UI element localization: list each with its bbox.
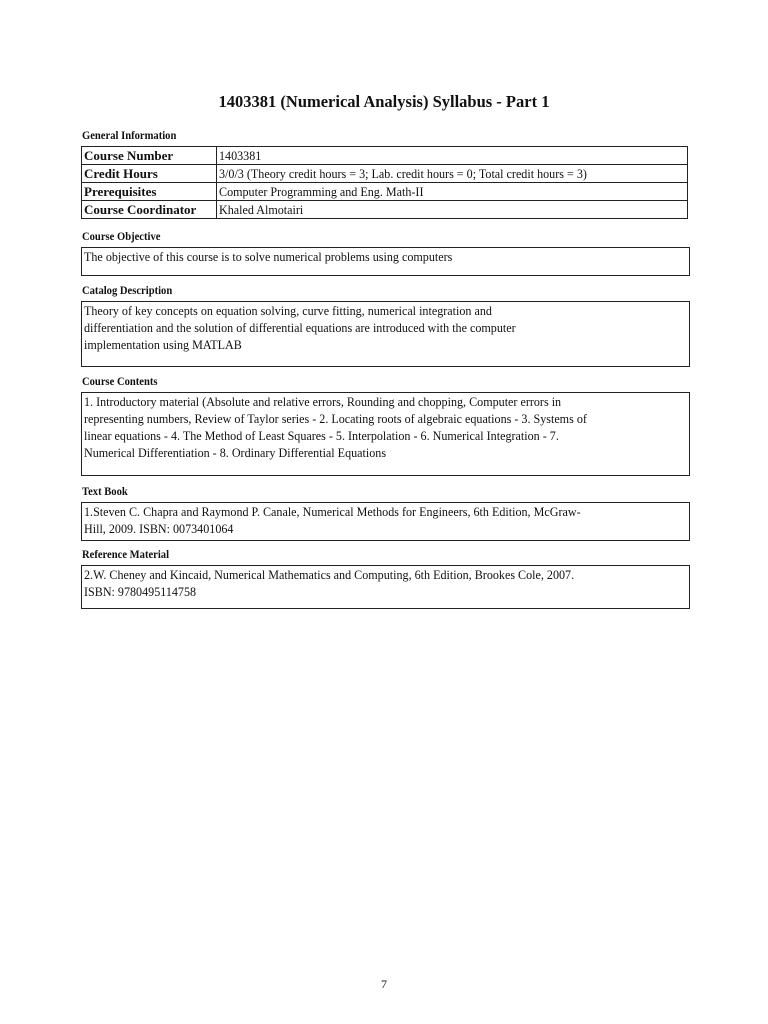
catalog-description-line: Theory of key concepts on equation solving, curve fitting, numerical integration and: [84, 303, 492, 318]
general-information-table: [81, 146, 688, 219]
course-contents-line: representing numbers, Review of Taylor series - 2. Locating roots of algebraic equations - 3. Systems of: [84, 411, 587, 426]
course-number-key: Course Number: [82, 147, 217, 165]
course-contents-line: 1. Introductory material (Absolute and relative errors, Rounding and chopping, Computer errors in: [84, 394, 562, 409]
course-contents-line: Numerical Differentiation - 8. Ordinary Differential Equations: [84, 445, 387, 460]
text-book-label: Text Book: [82, 486, 128, 498]
course-contents-label: Course Contents: [82, 376, 158, 388]
course-objective-line: The objective of this course is to solve numerical problems using computers: [84, 249, 453, 264]
table-row: [82, 147, 688, 165]
reference-material-line: 2.W. Cheney and Kincaid, Numerical Mathematics and Computing, 6th Edition, Brookes Cole, 2007.: [84, 567, 575, 582]
reference-material-label: Reference Material: [82, 549, 170, 561]
course-contents-line: linear equations - 4. The Method of Least Squares - 5. Interpolation - 6. Numerical Integration - 7.: [84, 428, 559, 443]
general-information-label: General Information: [82, 130, 177, 142]
credit-hours-key: Credit Hours: [82, 165, 217, 183]
course-coordinator-key: Course Coordinator: [82, 201, 217, 219]
catalog-description-line: differentiation and the solution of differential equations are introduced with the computer: [84, 320, 516, 335]
catalog-description-label: Catalog Description: [82, 285, 173, 297]
text-book-line: Hill, 2009. ISBN: 0073401064: [84, 521, 234, 536]
course-contents-box: [81, 392, 690, 476]
table-row: [82, 165, 688, 183]
table-row: [82, 183, 688, 201]
credit-hours-value: 3/0/3 (Theory credit hours = 3; Lab. credit hours = 0; Total credit hours = 3): [219, 166, 587, 181]
text-book-box: [81, 502, 690, 541]
prerequisites-key: Prerequisites: [82, 183, 217, 201]
course-objective-box: [81, 247, 690, 276]
catalog-description-box: [81, 301, 690, 367]
text-book-line: 1.Steven C. Chapra and Raymond P. Canale, Numerical Methods for Engineers, 6th Edition, McGraw-: [84, 504, 581, 519]
reference-material-box: [81, 565, 690, 609]
reference-material-line: ISBN: 9780495114758: [84, 584, 197, 599]
course-objective-label: Course Objective: [82, 231, 161, 243]
course-number-value: 1403381: [219, 148, 262, 163]
course-coordinator-value: Khaled Almotairi: [219, 202, 304, 217]
catalog-description-line: implementation using MATLAB: [84, 337, 242, 352]
table-row: [82, 201, 688, 219]
prerequisites-value: Computer Programming and Eng. Math-II: [219, 184, 424, 199]
page-number: 7: [381, 977, 387, 991]
page-title: 1403381 (Numerical Analysis) Syllabus - Part 1: [218, 92, 550, 111]
